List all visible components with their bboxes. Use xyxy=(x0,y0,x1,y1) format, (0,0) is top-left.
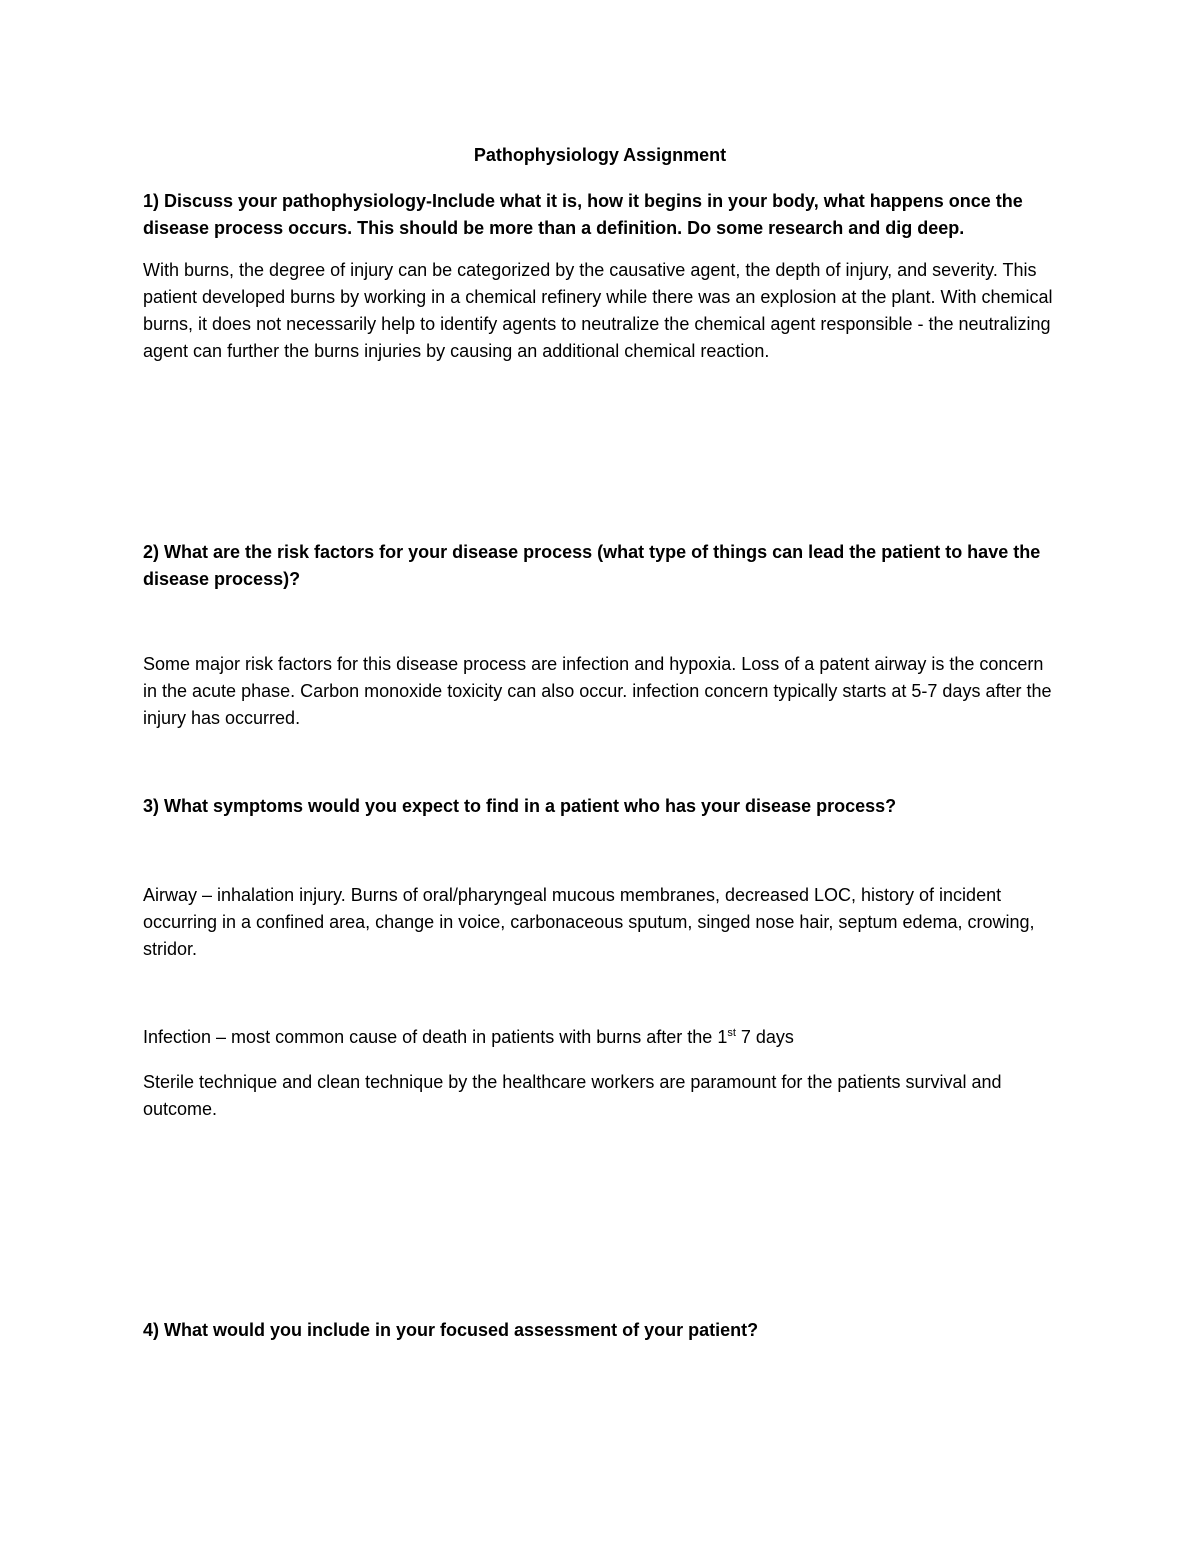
question-2: 2) What are the risk factors for your disease process (what type of things can lead the patient to have the disease process)? xyxy=(143,542,1041,589)
answer-3-airway: Airway – inhalation injury. Burns of oral/pharyngeal mucous membranes, decreased LOC, history of incident occurring in a confined area, change in voice, carbonaceous sputum, singed nose hair, septum edema, crowing, stridor. xyxy=(143,885,1035,959)
answer-3-infection xyxy=(143,1024,1058,1051)
infection-text-end: 7 days xyxy=(735,1027,794,1047)
document-title: Pathophysiology Assignment xyxy=(473,145,727,165)
answer-3-sterile: Sterile technique and clean technique by the healthcare workers are paramount for the patients survival and outcome. xyxy=(143,1072,1002,1119)
ordinal-superscript: st xyxy=(727,1027,736,1039)
question-1: 1) Discuss your pathophysiology-Include what it is, how it begins in your body, what happens once the disease process occurs. This should be more than a definition. Do some research and dig deep. xyxy=(143,191,1023,238)
question-4: 4) What would you include in your focused assessment of your patient? xyxy=(143,1320,759,1340)
answer-1: With burns, the degree of injury can be categorized by the causative agent, the depth of injury, and severity. This patient developed burns by working in a chemical refinery while there was an explosion at the plant. With chemical burns, it does not necessarily help to identify agents to neutralize the chemical agent responsible - the neutralizing agent can further the burns injuries by causing an additional chemical reaction. xyxy=(143,260,1053,361)
infection-text: Infection – most common cause of death in patients with burns after the 1 xyxy=(143,1027,728,1047)
answer-2: Some major risk factors for this disease process are infection and hypoxia. Loss of a patent airway is the concern in the acute phase. Carbon monoxide toxicity can also occur. infection concern typically starts at 5-7 days after the injury has occurred. xyxy=(143,654,1052,728)
question-3: 3) What symptoms would you expect to find in a patient who has your disease process? xyxy=(143,796,897,816)
